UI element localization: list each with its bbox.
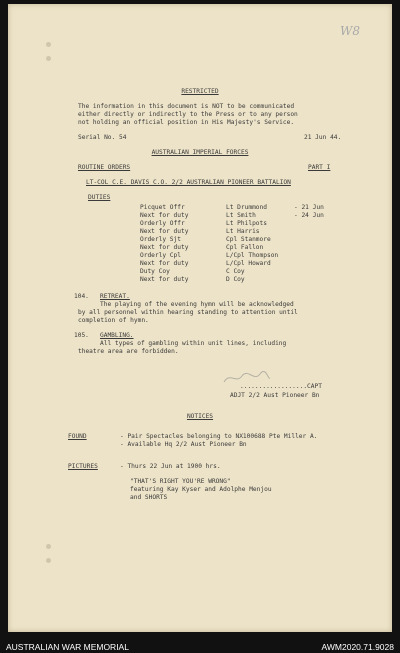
duty-role: Next for duty [140,244,189,251]
duty-role: Orderly Offr [140,220,185,227]
item-104-line-1: The playing of the evening hymn will be acknowledged [100,301,294,308]
item-105-line-1: All types of gambling within unit lines, including [100,340,287,347]
duties-table [140,204,380,284]
duty-role: Orderly Cpl [140,252,181,259]
punch-hole [46,56,51,61]
pictures-line: - Thurs 22 Jun at 1900 hrs. [120,463,221,470]
duty-row [140,276,400,283]
duty-row [140,268,400,275]
item-105-heading: GAMBLING. [100,332,134,339]
signature-title: ADJT 2/2 Aust Pioneer Bn [230,392,320,399]
footer-accession-number: AWM2020.71.9028 [321,642,394,652]
film-cast: featuring Kay Kyser and Adolphe Menjou [130,486,272,493]
duty-name: Lt Smith [226,212,256,219]
commander-line: LT-COL C.E. DAVIS C.O. 2/2 AUSTRALIAN PIONEER BATTALION [86,179,291,186]
duty-name: D Coy [226,276,245,283]
notice-line-1: The information in this document is NOT to be communicated [78,103,295,110]
found-line-1: - Pair Spectacles belonging to NX100688 Pte Miller A. [120,433,318,440]
punch-hole [46,42,51,47]
item-104-line-2: by all personnel within hearing standing to attention until [78,309,298,316]
duty-name: Cpl Stanmore [226,236,271,243]
duty-date: - 21 Jun [294,204,324,211]
duty-name: L/Cpl Howard [226,260,271,267]
document-page [8,4,392,632]
item-104-number: 104. [74,293,89,300]
duty-name: Lt Drummond [226,204,267,211]
duty-row [140,260,400,267]
item-104-heading: RETREAT. [100,293,130,300]
film-title: "THAT'S RIGHT YOU'RE WRONG" [130,478,231,485]
restricted-header: RESTRICTED [181,88,219,95]
duty-role: Next for duty [140,260,189,267]
duty-row [140,220,400,227]
duty-date: - 24 Jun [294,212,324,219]
duty-role: Next for duty [140,212,189,219]
film-extra: and SHORTS [130,494,168,501]
routine-orders-title: ROUTINE ORDERS [78,164,131,171]
found-line-2: - Available Hq 2/2 Aust Pioneer Bn [120,441,247,448]
signature-line: ..................CAPT [240,383,322,390]
item-105-line-2: theatre area are forbidden. [78,348,179,355]
duty-role: Next for duty [140,276,189,283]
duty-role: Orderly Sjt [140,236,181,243]
notice-line-2: either directly or indirectly to the Press or to any person [78,111,298,118]
duty-name: C Coy [226,268,245,275]
order-date: 21 Jun 44. [304,134,342,141]
duty-name: Lt Harris [226,228,260,235]
footer-institution: AUSTRALIAN WAR MEMORIAL [6,642,129,652]
notices-heading: NOTICES [186,413,214,420]
duty-row [140,236,400,243]
item-104-line-3: completion of hymn. [78,317,149,324]
notice-line-3: not holding an official position in His Majesty's Service. [78,119,295,126]
duty-role: Picquet Offr [140,204,185,211]
part-label: PART I [308,164,331,171]
punch-hole [46,544,51,549]
pictures-label: PICTURES [68,463,98,470]
duty-row [140,228,400,235]
corner-handwritten-mark: W8 [340,24,360,38]
duty-row [140,244,400,251]
duty-name: Lt Philpots [226,220,267,227]
duties-heading: DUTIES [88,194,111,201]
duty-row [140,204,400,211]
duty-name: L/Cpl Thompson [226,252,279,259]
duty-row [140,212,400,219]
force-title: AUSTRALIAN IMPERIAL FORCES [151,149,249,156]
item-105-number: 105. [74,332,89,339]
duty-row [140,252,400,259]
duty-name: Cpl Fallon [226,244,264,251]
found-label: FOUND [68,433,87,440]
punch-hole [46,558,51,563]
duty-role: Next for duty [140,228,189,235]
duty-role: Duty Coy [140,268,170,275]
serial-number: Serial No. 54 [78,134,127,141]
